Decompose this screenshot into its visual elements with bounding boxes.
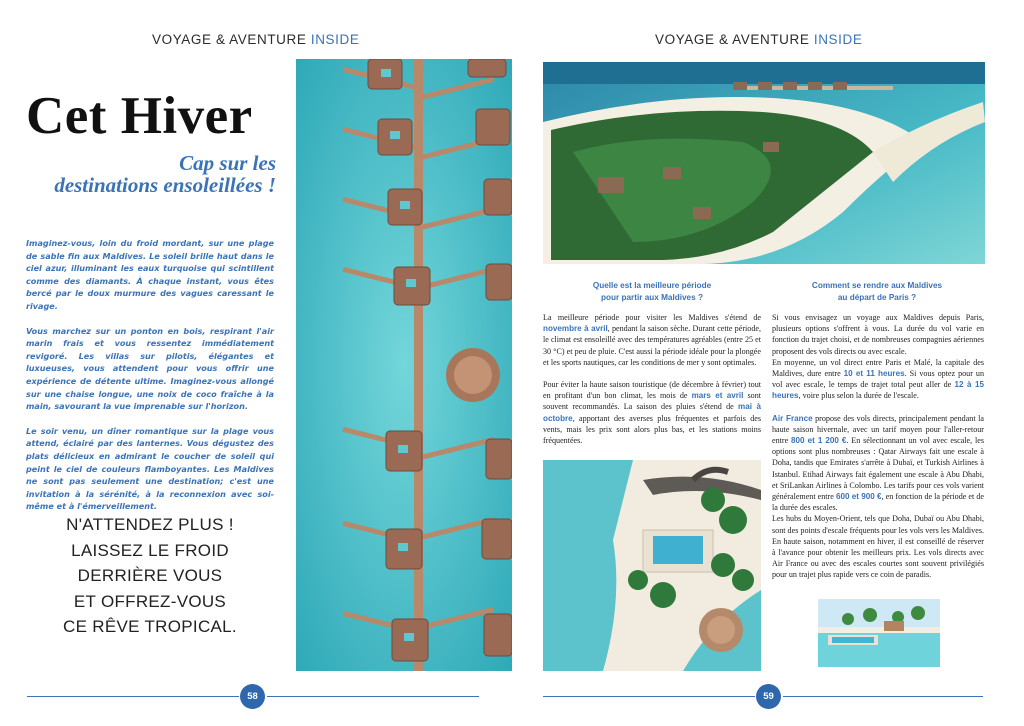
text-run: , pendant la saison sèche. Durant cette période, le climat est ensoleillé avec des températures agréables (entre 25 et 30 °C) et peu de pluie. C'est aussi la période idéale pour la plongée et les sports nautiques, car les conditions de mer y sont optimales.	[543, 324, 761, 367]
body-paragraph: Si vous envisagez un voyage aux Maldives depuis Paris, plusieurs options s'offrent à vous. La durée du vol varie en fonction du trajet choisi, et de nombreuses compagnies aériennes proposent des vols directs ou avec escale.	[772, 313, 984, 356]
text-run: . Si vous optez pour un vol avec escale, le temps de trajet total peut aller de	[772, 369, 985, 390]
footer-rule	[267, 696, 479, 697]
beach-resort-illustration	[818, 599, 940, 667]
page-number-badge: 58	[240, 684, 265, 709]
highlight: mai à octobre	[543, 402, 761, 423]
text-run: . En sélectionnant un vol avec escale, les options sont plus nombreuses : Qatar Airways fait une escale à Doha, tandis que Emirates s'arrête à Dubaï, et Turkish Airlines à Istanbul. Etihad Airways fait également une escale à Abu Dhabi, et SriLankan Airlines à Colombo. Les tarifs pour ces vols varient généralement entre	[772, 436, 984, 502]
heading-line: Quelle est la meilleure période	[592, 281, 712, 290]
page-number-badge: 59	[756, 684, 781, 709]
heading-line: Comment se rendre aux Maldives	[811, 281, 943, 290]
body-paragraph	[543, 379, 761, 446]
footer-rule	[783, 696, 983, 697]
body-paragraph	[772, 413, 984, 514]
footer-rule	[543, 696, 755, 697]
header-accent: INSIDE	[813, 32, 863, 47]
intro-paragraph: Imaginez-vous, loin du froid mordant, sur une plage de sable fin aux Maldives. Le soleil brille haut dans le ciel azur, illuminant les eaux turquoise qui scintillent comme des diamants. À chaque instant, vous êtes bercé par le doux murmure des vagues caressant le rivage.	[26, 238, 274, 311]
tagline-line: N'ATTENDEZ PLUS !	[66, 515, 234, 534]
body-paragraph	[543, 312, 761, 368]
tagline-line: DERRIÈRE VOUS	[77, 566, 223, 585]
intro-paragraph: Le soir venu, un dîner romantique sur la plage vous attend, éclairé par des lanternes. Vous dégustez des plats délicieux en admirant le coucher de soleil qui peint le ciel de couleurs flamboyantes. Les Maldives ne sont pas seulement une destination; c'est une invitation à la sérénité, à la reconnexion avec soi-même et à l'émerveillement.	[26, 425, 274, 512]
island-illustration	[543, 62, 985, 264]
island-aerial-photo	[543, 62, 985, 264]
tagline-line: ET OFFREZ-VOUS	[73, 591, 227, 611]
overwater-villas-illustration	[296, 59, 512, 671]
heading-line: pour partir aux Maldives ?	[601, 292, 703, 302]
heading-line: au départ de Paris ?	[837, 292, 917, 302]
header-title: VOYAGE & AVENTURE	[152, 32, 307, 47]
highlight: 800 et 1 200 €	[791, 436, 847, 446]
getting-there-text	[772, 312, 984, 581]
text-run: Pour éviter la haute saison touristique (de décembre à février) tout en profitant d'un bon climat, les mois de	[543, 380, 761, 401]
header-accent: INSIDE	[310, 32, 360, 47]
text-run: , en fonction de la période et de la durée des escales.	[772, 492, 984, 513]
overwater-villas-photo	[296, 59, 512, 671]
pool-villa-aerial-photo	[543, 460, 761, 671]
header-title: VOYAGE & AVENTURE	[655, 32, 810, 47]
subtitle-line: destinations ensoleillées !	[54, 173, 276, 197]
body-paragraph	[772, 357, 984, 402]
intro-text	[26, 237, 274, 525]
subtitle-line: Cap sur les	[179, 151, 276, 175]
section-heading-best-period	[545, 280, 759, 303]
text-run: propose des vols directs, principalement pendant la haute saison hivernale, avec un tarif moyen pour l'aller-retour entre	[772, 413, 984, 446]
page-subtitle	[26, 152, 276, 196]
beach-resort-photo	[818, 599, 940, 667]
text-run: En moyenne, un vol direct entre Paris et Malé, la capitale des Maldives, dure entre	[772, 357, 984, 379]
highlight: novembre à avril	[543, 324, 608, 334]
best-period-text	[543, 312, 761, 457]
footer-rule	[27, 696, 239, 697]
intro-paragraph: Vous marchez sur un ponton en bois, respirant l'air marin frais et vous ressentez immédiatement revigoré. Les villas sur pilotis, élégantes et luxueuses, vous attendent pour vous offrir une expérience de détente ultime. Imaginez-vous allongé sur une chaise longue, une noix de coco fraîche à la main, savourant la vue imprenable sur l'horizon.	[26, 325, 274, 412]
right-running-header	[655, 32, 862, 47]
text-run: , voire plus selon la durée de l'escale.	[798, 391, 919, 401]
body-paragraph: Les hubs du Moyen-Orient, tels que Doha, Dubaï ou Abu Dhabi, sont des points d'escale fréquents pour les vols vers les Maldives. En haute saison, notamment en hiver, il est conseillé de réserver à l'avance pour obtenir les meilleurs prix. Les vols directs avec Air France ou avec des escales courtes sont souvent privilégiés pour un trajet plus rapide vers ce coin de paradis.	[772, 514, 984, 580]
pool-villa-illustration	[543, 460, 761, 671]
highlight: 600 et 900 €	[835, 492, 882, 502]
highlight: mars et avril	[691, 391, 744, 401]
left-running-header	[152, 32, 359, 47]
text-run: , apportant des averses plus fréquentes et parfois des vents, mais les prix sont alors plus bas, et les stations moins fréquentées.	[543, 413, 761, 446]
text-run: sont souvent recommandés. La saison des pluies s'étend de	[543, 391, 761, 412]
page-title: Cet Hiver	[26, 87, 253, 145]
text-run: La meilleure période pour visiter les Maldives s'étend de	[543, 313, 761, 322]
highlight: Air France	[772, 413, 813, 423]
tagline-line: LAISSEZ LE FROID	[71, 540, 229, 560]
highlight: 12 à 15 heures	[772, 380, 984, 401]
tagline	[40, 512, 260, 640]
tagline-line: CE RÊVE TROPICAL.	[63, 617, 237, 636]
highlight: 10 et 11 heures	[843, 369, 905, 379]
section-heading-getting-there	[770, 280, 984, 303]
